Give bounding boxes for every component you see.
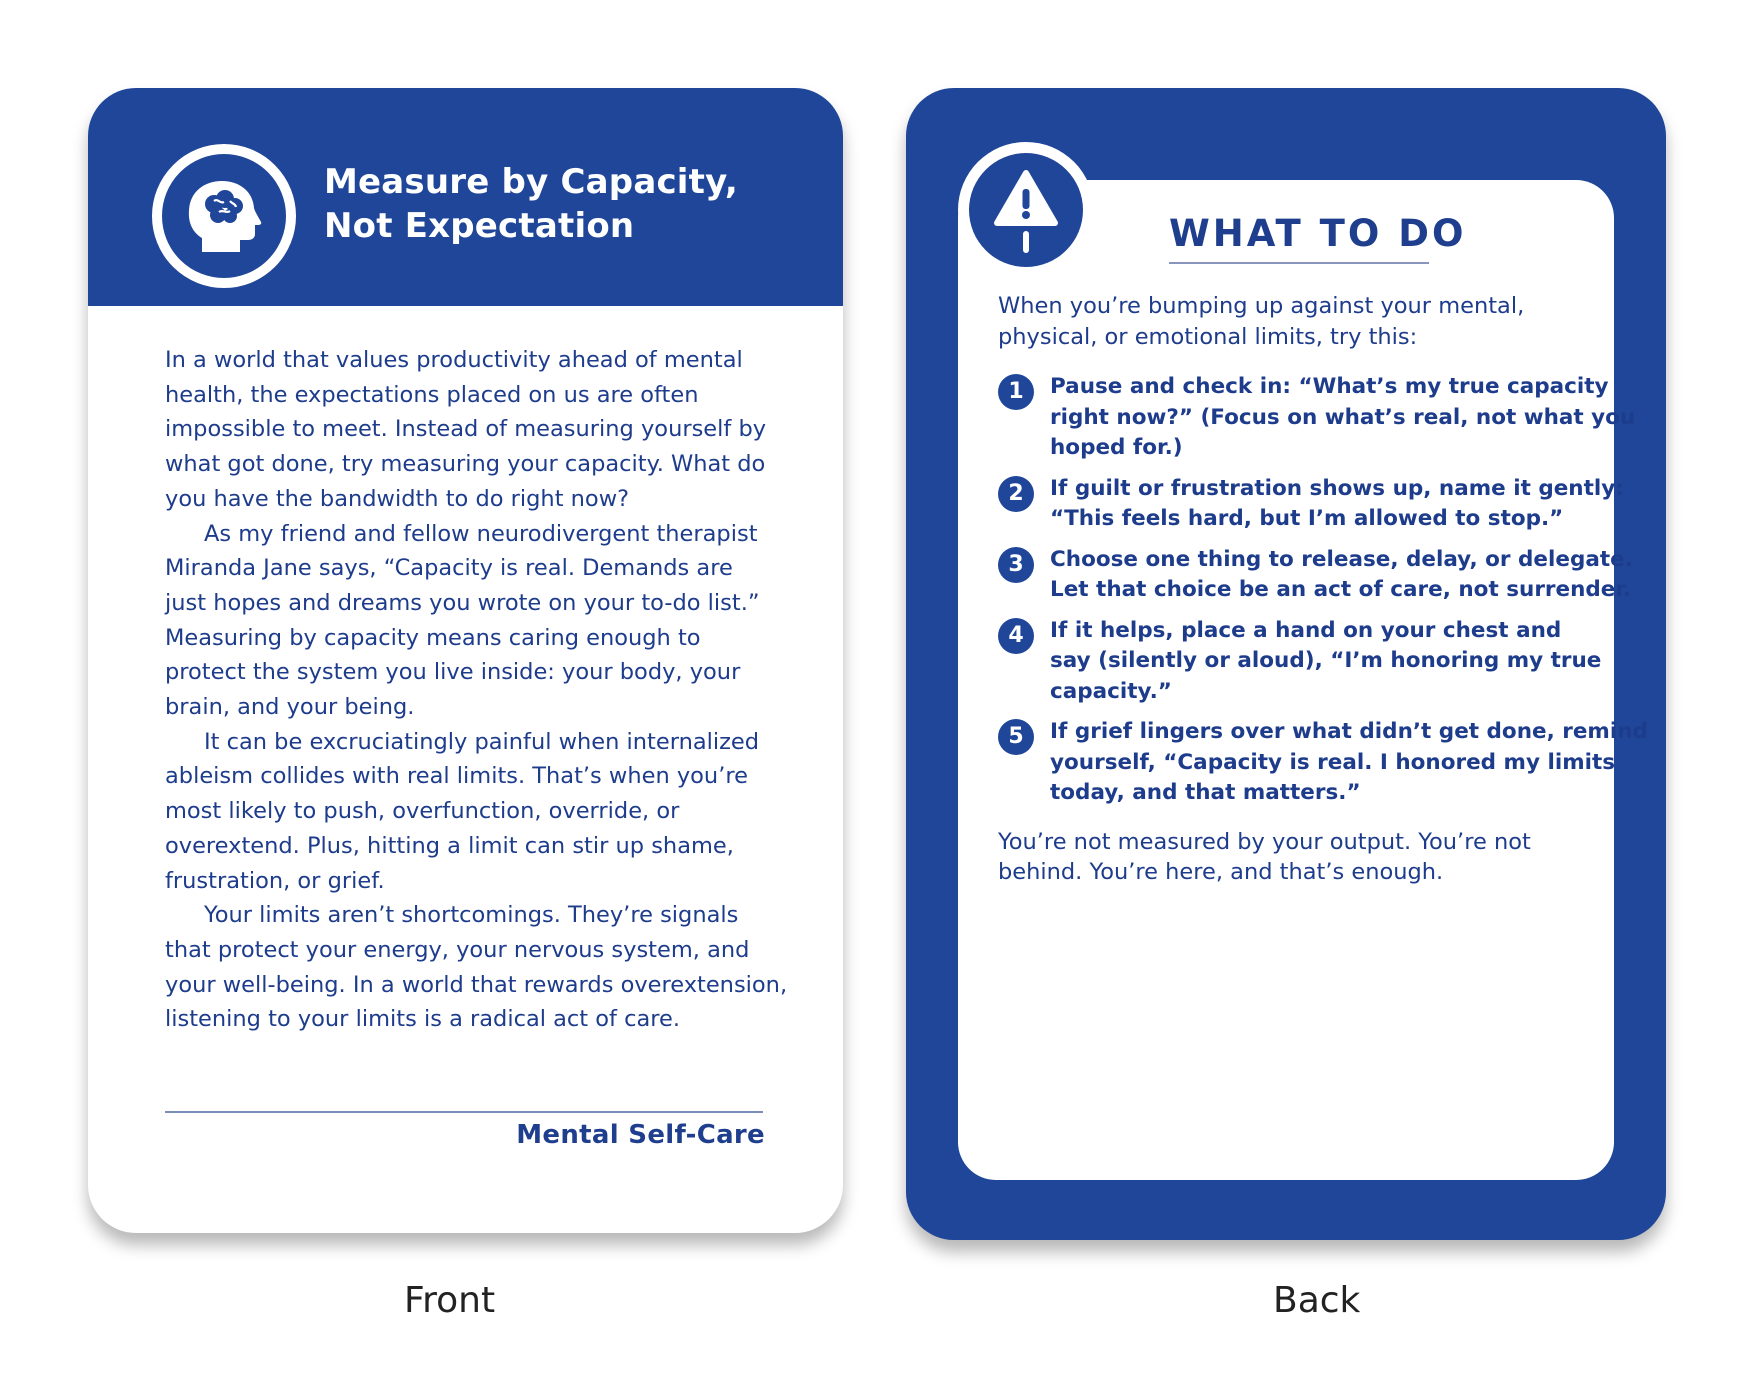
body-line: overextend. Plus, hitting a limit can stir up shame, [165,832,734,859]
body-line: you have the bandwidth to do right now? [165,485,630,512]
step-line: “This feels hard, but I’m allowed to stop.” [1050,506,1564,531]
body-line: that protect your energy, your nervous system, and [165,936,750,963]
step-line: If it helps, place a hand on your chest and [1050,617,1562,643]
steps-list [998,372,1648,809]
head-with-brain-icon [152,144,296,288]
body-line: Miranda Jane says, “Capacity is real. Demands are [165,555,733,582]
step-line: today, and that matters.” [1050,780,1361,805]
body-line: In a world that values productivity ahead of mental [165,347,743,373]
body-line: just hopes and dreams you wrote on your to-do list.” [165,589,760,616]
step-item [998,717,1648,809]
back-card [906,88,1666,1240]
step-item [998,545,1633,606]
body-line: ableism collides with real limits. That’s when you’re [165,763,748,790]
step-number-badge: 3 [998,547,1034,583]
body-line: protect the system you live inside: your body, your [165,659,741,686]
body-line: most likely to push, overfunction, override, or [165,798,680,825]
body-line: As my friend and fellow neurodivergent therapist [204,520,758,547]
step-text [1050,474,1624,535]
body-line: impossible to meet. Instead of measuring yourself by [165,416,767,443]
step-line: Pause and check in: “What’s my true capacity [1050,374,1609,399]
step-item [998,616,1602,708]
front-label: Front [404,1280,496,1321]
step-text [1050,717,1648,809]
intro-line: When you’re bumping up against your mental, [998,293,1525,319]
intro-line: physical, or emotional limits, try this: [998,323,1418,350]
outro-line: behind. You’re here, and that’s enough. [998,859,1444,885]
step-number-badge: 1 [998,374,1034,410]
body-line: Your limits aren’t shortcomings. They’re signals [204,902,739,929]
step-text [1050,616,1602,708]
front-header [88,88,843,306]
footer-divider [165,1111,763,1113]
front-body-text [165,343,788,1037]
body-line: your well-being. In a world that rewards overextension, [165,971,788,998]
body-line: It can be excruciatingly painful when internalized [204,728,760,755]
step-number-badge: 4 [998,618,1034,654]
outro-text [998,827,1598,888]
step-line: If grief lingers over what didn’t get done, remind [1050,719,1648,744]
step-text [1050,372,1636,464]
step-line: hoped for.) [1050,435,1183,460]
warning-sign-icon [969,153,1083,267]
step-line: Choose one thing to release, delay, or delegate. [1050,546,1633,572]
back-content [998,291,1648,888]
front-title-line: Not Expectation [324,206,635,246]
outro-line: You’re not measured by your output. You’re not [998,828,1531,855]
step-line: yourself, “Capacity is real. I honored my limits [1050,749,1616,775]
step-number-badge: 5 [998,719,1034,755]
step-line: right now?” (Focus on what’s real, not what you [1050,404,1636,430]
body-line: health, the expectations placed on us are often [165,381,699,408]
back-label: Back [1273,1280,1361,1321]
step-text [1050,545,1633,606]
body-line: what got done, try measuring your capacity. What do [165,451,766,478]
front-title-line: Measure by Capacity, [324,162,738,202]
category-label: Mental Self-Care [516,1120,765,1150]
body-line: frustration, or grief. [165,867,385,894]
body-line: listening to your limits is a radical act of care. [165,1006,681,1033]
step-line: Let that choice be an act of care, not surrender. [1050,577,1632,602]
front-title [324,160,824,248]
back-heading: WHAT TO DO [1169,212,1467,255]
step-item [998,474,1624,535]
body-line: Measuring by capacity means caring enough to [165,624,701,651]
step-number-badge: 2 [998,476,1034,512]
step-line: If guilt or frustration shows up, name it gently: [1050,475,1624,501]
step-line: capacity.” [1050,678,1172,704]
body-line: brain, and your being. [165,694,415,721]
step-item [998,372,1636,464]
heading-underline [1169,262,1429,264]
intro-text [998,291,1598,352]
front-card [88,88,843,1233]
step-line: say (silently or aloud), “I’m honoring my true [1050,648,1602,673]
